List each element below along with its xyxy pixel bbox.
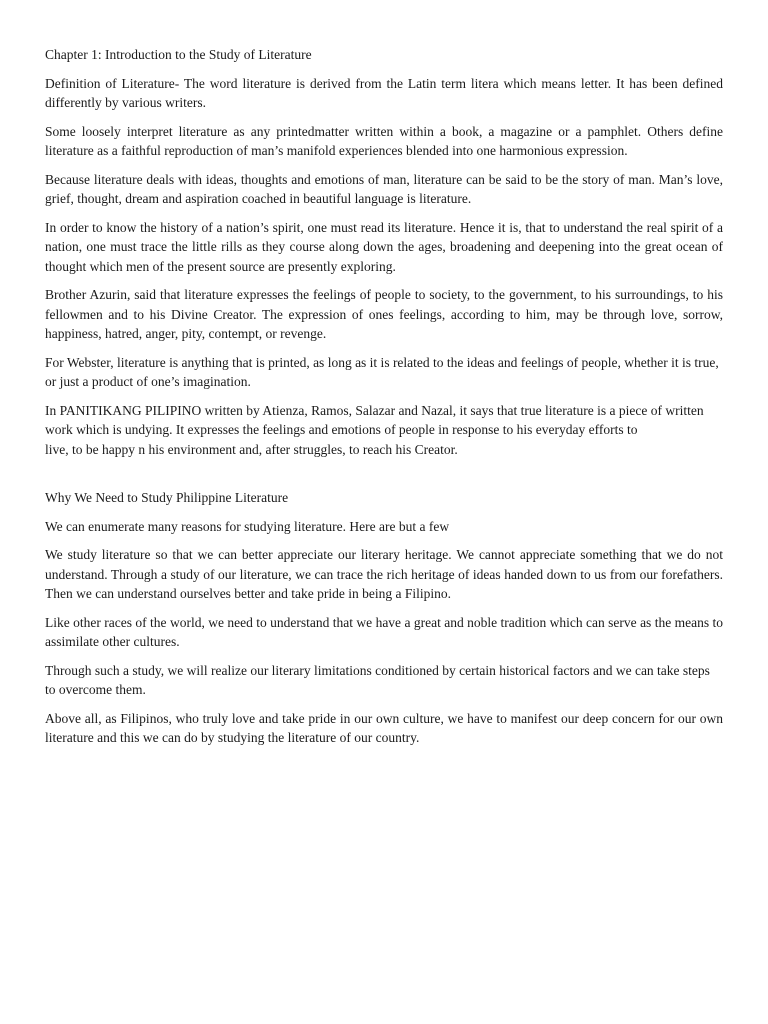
paragraph-story-of-man: Because literature deals with ideas, thoughts and emotions of man, literature can be said to be the story of man. Man’s love, grief, thought, dream and aspiration coached in beautiful language is literature. — [45, 171, 723, 206]
paragraph-above-all: Above all, as Filipinos, who truly love and take pride in our own culture, we have to manifest our deep concern for our own literature and this we can do by studying the literature of our country. — [45, 710, 723, 745]
paragraph-panitikang-pilipino — [45, 401, 723, 460]
panitikang-text-part-2: live, to be happy n his environment and, after struggles, to reach his Creator. — [45, 441, 458, 457]
paragraph-enumerate-reasons: We can enumerate many reasons for studying literature. Here are but a few — [45, 518, 450, 534]
section-spacer — [45, 468, 723, 488]
paragraph-definition: Definition of Literature- The word literature is derived from the Latin term litera which means letter. It has been defined differently by various writers. — [45, 75, 723, 110]
chapter-title: Chapter 1: Introduction to the Study of Literature — [45, 47, 312, 62]
section-title: Why We Need to Study Philippine Literature — [45, 490, 289, 505]
panitikang-text-part-1: In PANITIKANG PILIPINO written by Atienza, Ramos, Salazar and Nazal, it says that true literature is a piece of written work which is undying. It expresses the feelings and emotions of people in response to his everyday efforts to — [45, 402, 704, 437]
paragraph-brother-azurin: Brother Azurin, said that literature expresses the feelings of people to society, to the government, to his surroundings, to his fellowmen and to his Divine Creator. The expression of ones feelings, according to him, may be through love, sorrow, happiness, hatred, anger, pity, contempt, or revenge. — [45, 287, 723, 341]
paragraph-literary-limitations: Through such a study, we will realize our literary limitations conditioned by certain historical factors and we can take steps to overcome them. — [45, 662, 710, 697]
paragraph-webster: For Webster, literature is anything that is printed, as long as it is related to the ideas and feelings of people, whether it is true, or just a product of one’s imagination. — [45, 354, 719, 389]
paragraph-interpretations: Some loosely interpret literature as any printedmatter written within a book, a magazine or a pamphlet. Others define literature as a faithful reproduction of man’s manifold experiences blended into one harmonious expression. — [45, 123, 723, 158]
document-page — [45, 45, 723, 757]
paragraph-noble-tradition: Like other races of the world, we need to understand that we have a great and noble tradition which can serve as the means to assimilate other cultures. — [45, 614, 723, 649]
paragraph-nation-spirit: In order to know the history of a nation’s spirit, one must read its literature. Hence it is, that to understand the real spirit of a nation, one must trace the little rills as they course along down the ages, broadening and deepening into the great ocean of thought which men of the present source are presently exploring. — [45, 219, 723, 274]
paragraph-literary-heritage: We study literature so that we can better appreciate our literary heritage. We cannot appreciate something that we do not understand. Through a study of our literature, we can trace the rich heritage of ideas handed down to us from our forefathers. Then we can understand ourselves better and take pride in being a Filipino. — [45, 547, 723, 601]
